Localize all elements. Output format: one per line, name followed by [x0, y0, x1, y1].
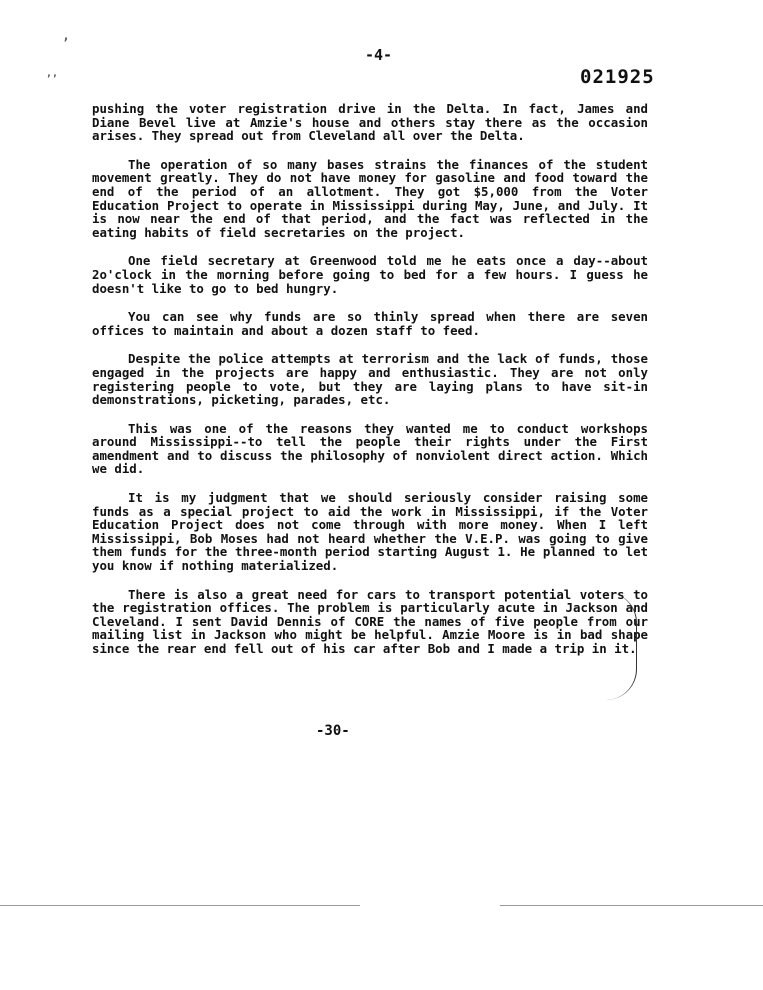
paragraph: The operation of so many bases strains the finances of the student movement greatly. They do not have money for gasoline and food toward the end of the period of an allotment. They got $5,000 from the Voter Education Project to operate in Mississippi during May, June, and July. It is now near the end of that period, and the fact was reflected in the eating habits of field secretaries on the project. [92, 156, 648, 240]
paragraph: It is my judgment that we should seriously consider raising some funds as a special project to aid the work in Mississippi, if the Voter Education Project does not come through with more money. When I left Mississippi, Bob Moses had not heard whether the V.E.P. was going to give them funds for the three-month period starting August 1. He planned to let you know if nothing materialized. [92, 490, 648, 574]
scan-edge-line [0, 905, 360, 906]
paragraph: You can see why funds are so thinly spread when there are seven offices to maintain and about a dozen staff to feed. [92, 309, 648, 338]
paragraph: Despite the police attempts at terrorism and the lack of funds, those engaged in the projects are happy and enthusiastic. They are not only registering people to vote, but they are laying plans to have sit-in demonstrations, picketing, parades, etc. [92, 351, 648, 408]
scan-speck: ,, [46, 68, 59, 79]
paragraph: There is also a great need for cars to transport potential voters to the registration offices. The problem is particularly acute in Jackson and Cleveland. I sent David Dennis of CORE the names of five people from our mailing list in Jackson who might be helpful. Amzie Moore is in bad shape since the rear end fell out of his car after Bob and I made a trip in it. [92, 586, 648, 656]
paragraph: This was one of the reasons they wanted me to conduct workshops around Mississippi--to tell the people their rights under the First amendment and to discuss the philosophy of nonviolent direct action. Which we did. [92, 420, 648, 477]
scan-edge-line [500, 905, 763, 906]
body-text [92, 102, 648, 671]
paragraph: pushing the voter registration drive in the Delta. In fact, James and Diane Bevel live at Amzie's house and others stay there as the occasion arises. They spread out from Cleveland all over the Delta. [92, 101, 648, 144]
margin-bracket [606, 592, 637, 700]
scan-speck: ’ [62, 36, 70, 50]
paragraph: One field secretary at Greenwood told me he eats once a day--about 2o'clock in the morning before going to bed for a few hours. I guess he doesn't like to go to bed hungry. [92, 253, 648, 296]
page-number: -30- [316, 723, 350, 739]
page-marker: -4- [365, 46, 393, 64]
document-number: 021925 [580, 66, 655, 88]
